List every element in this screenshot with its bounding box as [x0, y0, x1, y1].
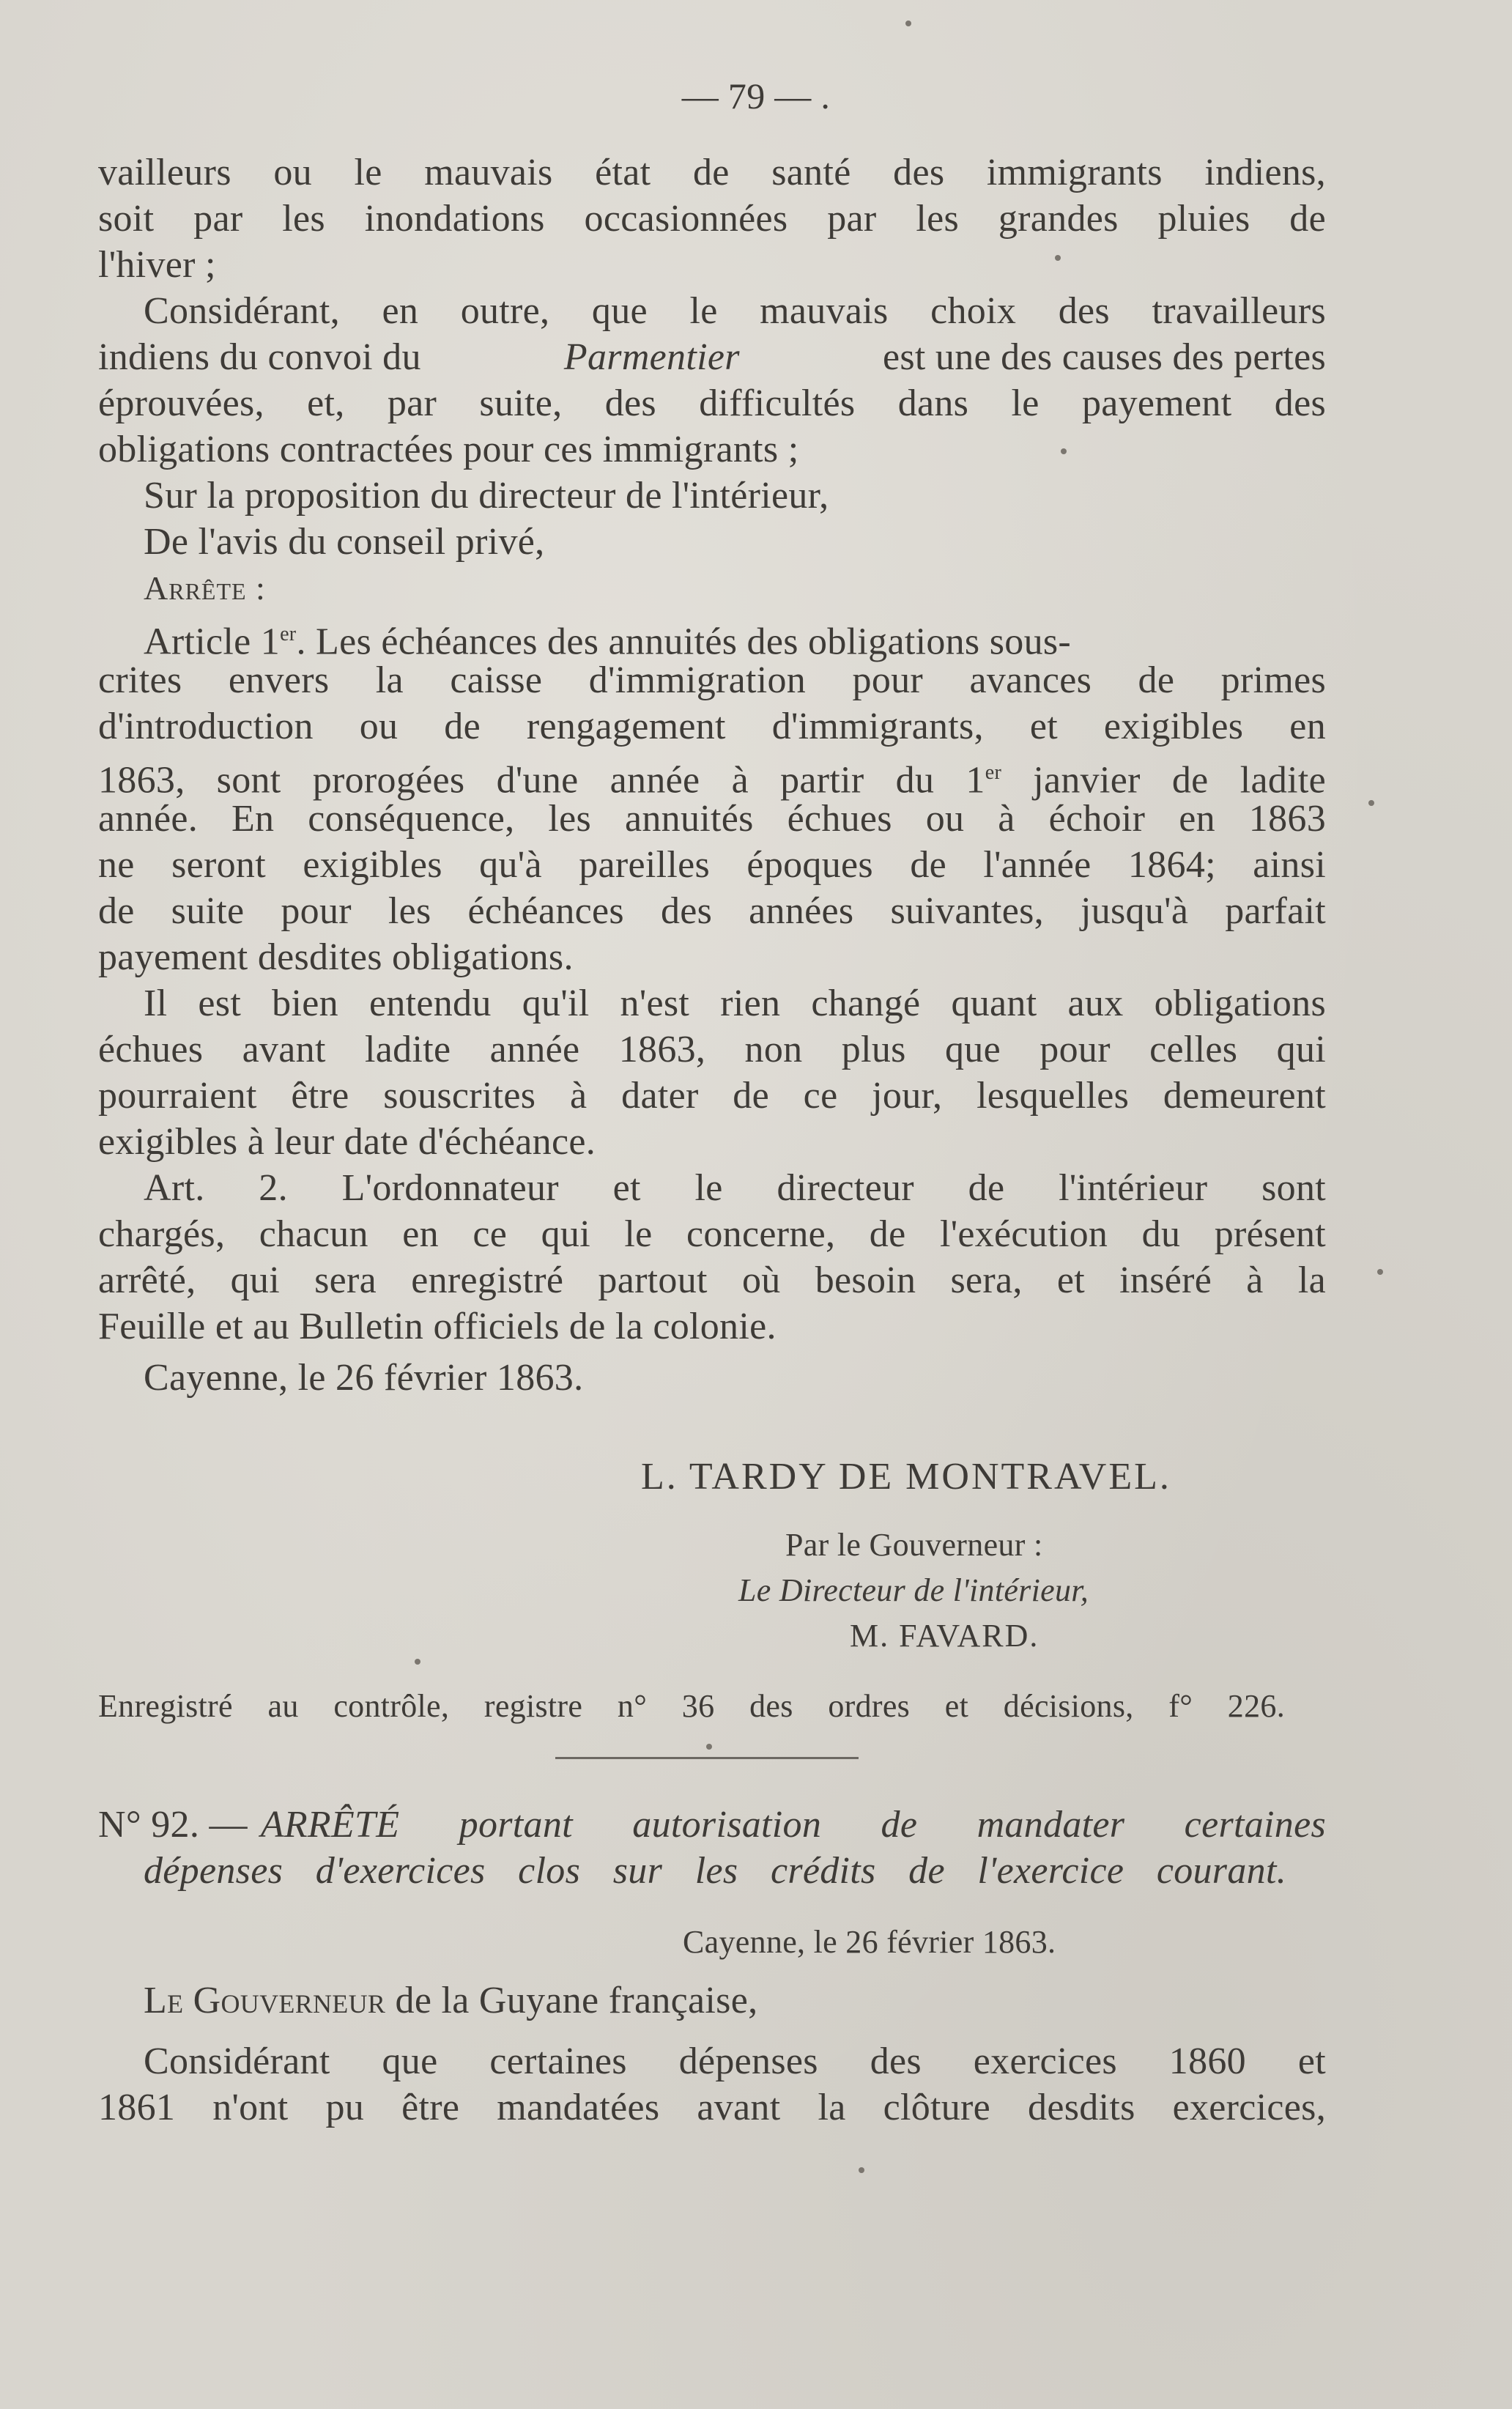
- text-fragment: 1863, sont prorogées d'une année à partir du 1: [98, 759, 985, 802]
- date-line: Cayenne, le 26 février 1863.: [144, 1357, 584, 1399]
- signature-name: L. TARDY DE MONTRAVEL.: [641, 1456, 1171, 1498]
- text-line: soit par les inondations occasionnées par les grandes pluies de: [98, 198, 1326, 240]
- text-line: échues avant ladite année 1863, non plus que pour celles qui: [98, 1029, 1326, 1070]
- text-fragment: indiens du convoi du: [98, 336, 421, 378]
- decree-heading-line: [98, 1802, 1326, 1848]
- text-fragment: janvier de ladite: [1001, 759, 1326, 802]
- signature-role: Le Directeur de l'intérieur,: [738, 1572, 1089, 1608]
- superscript: er: [985, 761, 1002, 784]
- article-label: Article 1: [144, 621, 281, 663]
- paper-speck: [1061, 448, 1067, 454]
- text-line: obligations contractées pour ces immigrants ;: [98, 429, 799, 470]
- section-divider: [555, 1757, 859, 1759]
- text-line: Il est bien entendu qu'il n'est rien changé quant aux obligations: [144, 983, 1326, 1024]
- paper-speck: [859, 2167, 864, 2173]
- governor-title: Le Gouverneur: [144, 1980, 386, 2021]
- decree-number: N° 92. —: [98, 1804, 248, 1846]
- text-line: Sur la proposition du directeur de l'intérieur,: [144, 475, 829, 517]
- decree-date: Cayenne, le 26 février 1863.: [683, 1924, 1056, 1960]
- text-line: arrêté, qui sera enregistré partout où besoin sera, et inséré à la: [98, 1259, 1326, 1301]
- text-fragment: est une des causes des pertes: [882, 336, 1326, 378]
- text-line: De l'avis du conseil privé,: [144, 521, 545, 563]
- text-line: éprouvées, et, par suite, des difficultés dans le payement des: [98, 382, 1326, 424]
- text-line: crites envers la caisse d'immigration pour avances de primes: [98, 659, 1326, 701]
- text-line: [144, 612, 1326, 665]
- governor-title-cont: de la Guyane française,: [395, 1980, 758, 2021]
- text-line: vailleurs ou le mauvais état de santé des immigrants indiens,: [98, 152, 1326, 193]
- text-line: Art. 2. L'ordonnateur et le directeur de l'intérieur sont: [144, 1167, 1326, 1209]
- paper-speck: [1055, 255, 1061, 261]
- text-line: d'introduction ou de rengagement d'immigrants, et exigibles en: [98, 706, 1326, 747]
- arrete-heading: Arrête :: [144, 569, 266, 607]
- signature-by: Par le Gouverneur :: [785, 1527, 1043, 1563]
- text-line: exigibles à leur date d'échéance.: [98, 1121, 596, 1163]
- paper-speck: [415, 1659, 420, 1665]
- decree-title: ARRÊTÉ portant autorisation de mandater certaines: [260, 1804, 1326, 1846]
- paper-speck: [1368, 800, 1374, 806]
- text-line: Feuille et au Bulletin officiels de la colonie.: [98, 1306, 777, 1347]
- paper-speck: [706, 1744, 712, 1750]
- text-line: l'hiver ;: [98, 244, 216, 286]
- text-line: chargés, chacun en ce qui le concerne, de l'exécution du présent: [98, 1213, 1326, 1255]
- decree-governor-line: [144, 1978, 757, 2024]
- text-line: Considérant que certaines dépenses des exercices 1860 et: [144, 2040, 1326, 2082]
- text-fragment: . Les échéances des annuités des obligations sous-: [296, 621, 1072, 663]
- text-line: pourraient être souscrites à dater de ce jour, lesquelles demeurent: [98, 1075, 1326, 1117]
- text-fragment: [144, 612, 1071, 665]
- paper-speck: [905, 21, 911, 26]
- signature-signer: M. FAVARD.: [850, 1618, 1040, 1654]
- text-line: payement desdites obligations.: [98, 936, 574, 978]
- text-line: année. En conséquence, les annuités échues ou à échoir en 1863: [98, 798, 1326, 840]
- text-line: [98, 335, 1326, 380]
- text-line: [98, 750, 1326, 803]
- text-line: ne seront exigibles qu'à pareilles époques de l'année 1864; ainsi: [98, 844, 1326, 886]
- ship-name: Parmentier: [563, 336, 740, 378]
- page-number: — 79 — .: [681, 75, 831, 116]
- text-line: 1861 n'ont pu être mandatées avant la clôture desdits exercices,: [98, 2087, 1326, 2128]
- decree-title-cont: dépenses d'exercices clos sur les crédits de l'exercice courant.: [144, 1850, 1286, 1892]
- paper-speck: [1377, 1269, 1383, 1275]
- superscript: er: [280, 623, 297, 645]
- text-line: de suite pour les échéances des années suivantes, jusqu'à parfait: [98, 890, 1326, 932]
- text-line: Considérant, en outre, que le mauvais choix des travailleurs: [144, 290, 1326, 332]
- registration-note: Enregistré au contrôle, registre n° 36 des ordres et décisions, f° 226.: [98, 1688, 1285, 1724]
